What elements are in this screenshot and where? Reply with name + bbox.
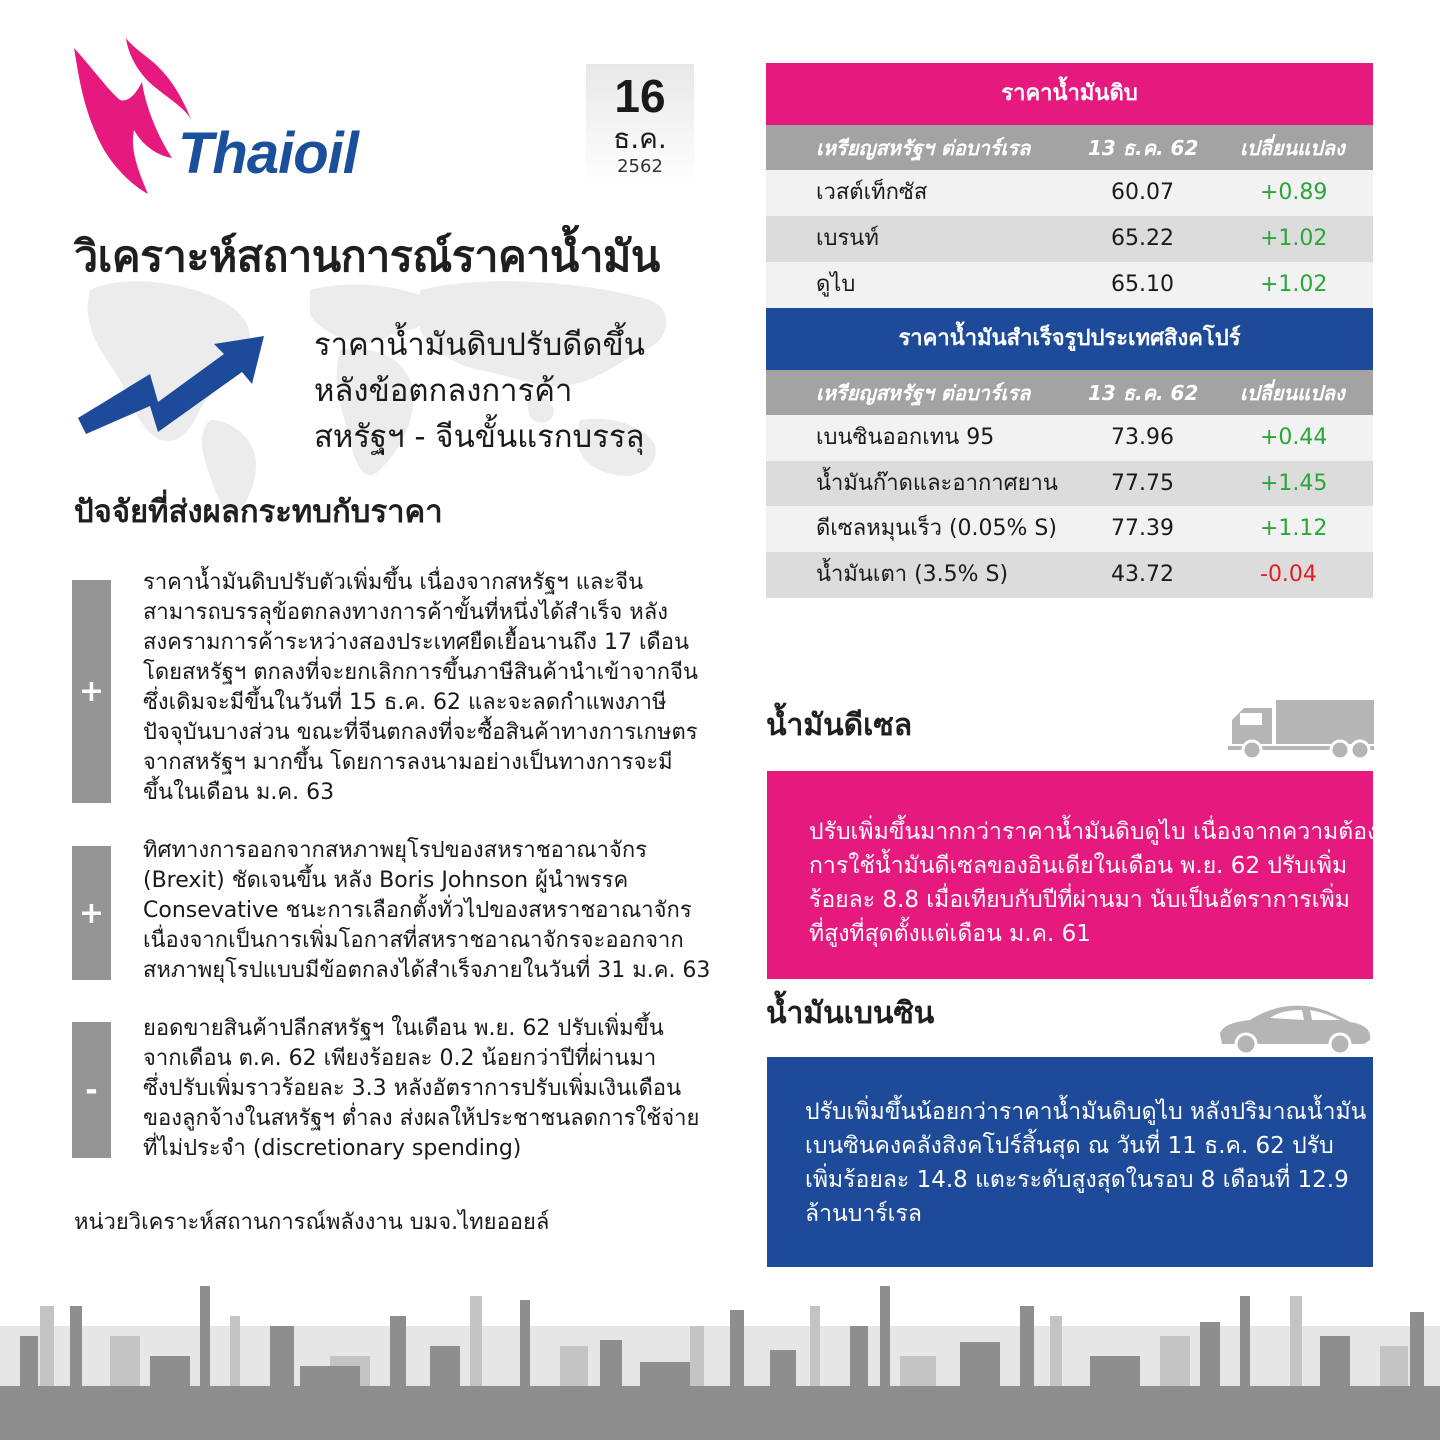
factor-text [143, 836, 711, 986]
factor-line: ราคาน้ำมันดิบปรับตัวเพิ่มขึ้น เนื่องจากสหรัฐฯ และจีน [143, 570, 644, 595]
headline-line: หลังข้อตกลงการค้า [314, 373, 573, 409]
table-row [766, 415, 1373, 461]
diesel-line: ที่สูงที่สุดตั้งแต่เดือน ม.ค. 61 [809, 921, 1091, 947]
factor-line: จากสหรัฐฯ มากขึ้น โดยการลงนามอย่างเป็นทางการจะมี [143, 750, 673, 775]
benzine-line: เพิ่มร้อยละ 14.8 แตะระดับสูงสุดในรอบ 8 เดือนที่ 12.9 [805, 1167, 1349, 1193]
product-table-header [766, 370, 1373, 416]
factor-line: ซึ่งปรับเพิ่มราวร้อยละ 3.3 หลังอัตราการปรับเพิ่มเงินเดือน [143, 1076, 682, 1101]
factor-line: Consevative ชนะการเลือกตั้งทั่วไปของสหราชอาณาจักร [143, 898, 692, 923]
diesel-line: การใช้น้ำมันดีเซลของอินเดียในเดือน พ.ย. 62 ปรับเพิ่ม [809, 853, 1348, 879]
factor-line: ที่ไม่ประจำ (discretionary spending) [143, 1136, 522, 1161]
brand-wordmark: Thaioil [178, 121, 358, 186]
table-row [766, 552, 1373, 598]
refinery-skyline [0, 1266, 1440, 1440]
diesel-title: น้ำมันดีเซล [766, 708, 913, 743]
headline-line: สหรัฐฯ - จีนขั้นแรกบรรลุ [314, 419, 645, 455]
row-price: 60.07 [1111, 180, 1174, 205]
factor-line: ปัจจุบันบางส่วน ขณะที่จีนตกลงที่จะซื้อสินค้าทางการเกษตร [143, 720, 698, 745]
benzine-line: ปรับเพิ่มขึ้นน้อยกว่าราคาน้ำมันดิบดูไบ หลังปริมาณน้ำมัน [805, 1099, 1367, 1125]
benzine-box [767, 1057, 1373, 1267]
row-change: +1.12 [1260, 516, 1328, 541]
row-price: 77.75 [1111, 471, 1174, 496]
date-year: 2562 [617, 156, 663, 177]
date-badge [586, 64, 694, 186]
row-name: น้ำมันก๊าดและอากาศยาน [816, 471, 1058, 496]
factor-line: สงครามการค้าระหว่างสองประเทศยืดเยื้อนานถึง 17 เดือน [143, 630, 690, 655]
row-change: +1.02 [1260, 272, 1328, 297]
row-change: -0.04 [1260, 562, 1317, 587]
row-change: +0.89 [1260, 180, 1328, 205]
row-price: 77.39 [1111, 516, 1174, 541]
headline [314, 322, 645, 460]
factor-line: จากเดือน ต.ค. 62 เพียงร้อยละ 0.2 น้อยกว่าปีที่ผ่านมา [143, 1046, 657, 1071]
row-change: +1.45 [1260, 471, 1328, 496]
source-credit: หน่วยวิเคราะห์สถานการณ์พลังงาน บมจ.ไทยออยล์ [74, 1210, 550, 1235]
factor-sign-positive: + [72, 846, 111, 980]
row-name: เวสต์เท็กซัส [816, 180, 928, 205]
factor-line: สหภาพยุโรปแบบมีข้อตกลงได้สำเร็จภายในวันที่ 31 ม.ค. 63 [143, 958, 711, 983]
car-icon [1214, 1000, 1374, 1056]
header-date: 13 ธ.ค. 62 [1088, 381, 1199, 405]
date-month: ธ.ค. [613, 122, 667, 155]
table-row [766, 216, 1373, 262]
factor-text [143, 1014, 703, 1164]
row-change: +0.44 [1260, 425, 1328, 450]
row-price: 43.72 [1111, 562, 1174, 587]
benzine-line: เบนซินคงคลังสิงคโปร์สิ้นสุด ณ วันที่ 11 ธ.ค. 62 ปรับ [805, 1133, 1334, 1159]
truck-icon [1228, 700, 1374, 760]
row-price: 65.22 [1111, 226, 1174, 251]
table-row [766, 461, 1373, 507]
trend-up-arrow-icon [74, 330, 274, 440]
page-title: วิเคราะห์สถานการณ์ราคาน้ำมัน [74, 232, 660, 282]
row-name: ดีเซลหมุนเร็ว (0.05% S) [816, 516, 1057, 541]
headline-line: ราคาน้ำมันดิบปรับดีดขึ้น [314, 327, 645, 363]
factor-line: เนื่องจากเป็นการเพิ่มโอกาสที่สหราชอาณาจักรจะออกจาก [143, 928, 684, 953]
row-name: น้ำมันเตา (3.5% S) [816, 562, 1009, 587]
diesel-line: ร้อยละ 8.8 เมื่อเทียบกับปีที่ผ่านมา นับเป็นอัตราการเพิ่ม [809, 887, 1350, 913]
row-price: 65.10 [1111, 272, 1174, 297]
factors-title: ปัจจัยที่ส่งผลกระทบกับราคา [74, 494, 443, 530]
factor-line: ทิศทางการออกจากสหภาพยุโรปของสหราชอาณาจักร [143, 838, 648, 863]
row-price: 73.96 [1111, 425, 1174, 450]
date-day: 16 [614, 70, 666, 122]
benzine-line: ล้านบาร์เรล [805, 1201, 922, 1227]
diesel-box [767, 771, 1379, 979]
row-change: +1.02 [1260, 226, 1328, 251]
table-row [766, 506, 1373, 552]
benzine-title: น้ำมันเบนซิน [766, 996, 935, 1031]
row-name: เบรนท์ [816, 226, 879, 251]
header-unit: เหรียญสหรัฐฯ ต่อบาร์เรล [816, 381, 1031, 405]
factor-line: ของลูกจ้างในสหรัฐฯ ต่ำลง ส่งผลให้ประชาชนลดการใช้จ่าย [143, 1106, 700, 1131]
header-unit: เหรียญสหรัฐฯ ต่อบาร์เรล [816, 136, 1031, 160]
crude-table-title: ราคาน้ำมันดิบ [766, 63, 1373, 125]
factor-sign-positive: + [72, 580, 111, 803]
factor-line: ขึ้นในเดือน ม.ค. 63 [143, 780, 335, 805]
row-name: เบนซินออกเทน 95 [816, 425, 995, 450]
header-date: 13 ธ.ค. 62 [1088, 136, 1199, 160]
factor-line: ยอดขายสินค้าปลีกสหรัฐฯ ในเดือน พ.ย. 62 ปรับเพิ่มขึ้น [143, 1016, 664, 1041]
factor-line: โดยสหรัฐฯ ตกลงที่จะยกเลิกการขึ้นภาษีสินค้านำเข้าจากจีน [143, 660, 699, 685]
factor-line: สามารถบรรลุข้อตกลงทางการค้าขั้นที่หนึ่งได้สำเร็จ หลัง [143, 600, 669, 625]
table-row [766, 262, 1373, 308]
header-change: เปลี่ยนแปลง [1240, 136, 1345, 160]
factor-sign-negative: - [72, 1022, 111, 1158]
row-name: ดูไบ [816, 272, 856, 297]
factor-line: ซึ่งเดิมจะมีขึ้นในวันที่ 15 ธ.ค. 62 และจะลดกำแพงภาษี [143, 690, 667, 715]
header-change: เปลี่ยนแปลง [1240, 381, 1345, 405]
factor-line: (Brexit) ชัดเจนขึ้น หลัง Boris Johnson ผู้นำพรรค [143, 868, 629, 893]
product-table-title: ราคาน้ำมันสำเร็จรูปประเทศสิงคโปร์ [766, 308, 1373, 370]
table-row [766, 170, 1373, 216]
factor-text [143, 568, 703, 808]
diesel-line: ปรับเพิ่มขึ้นมากกว่าราคาน้ำมันดิบดูไบ เนื่องจากความต้อง [809, 819, 1379, 845]
crude-table-header [766, 125, 1373, 171]
